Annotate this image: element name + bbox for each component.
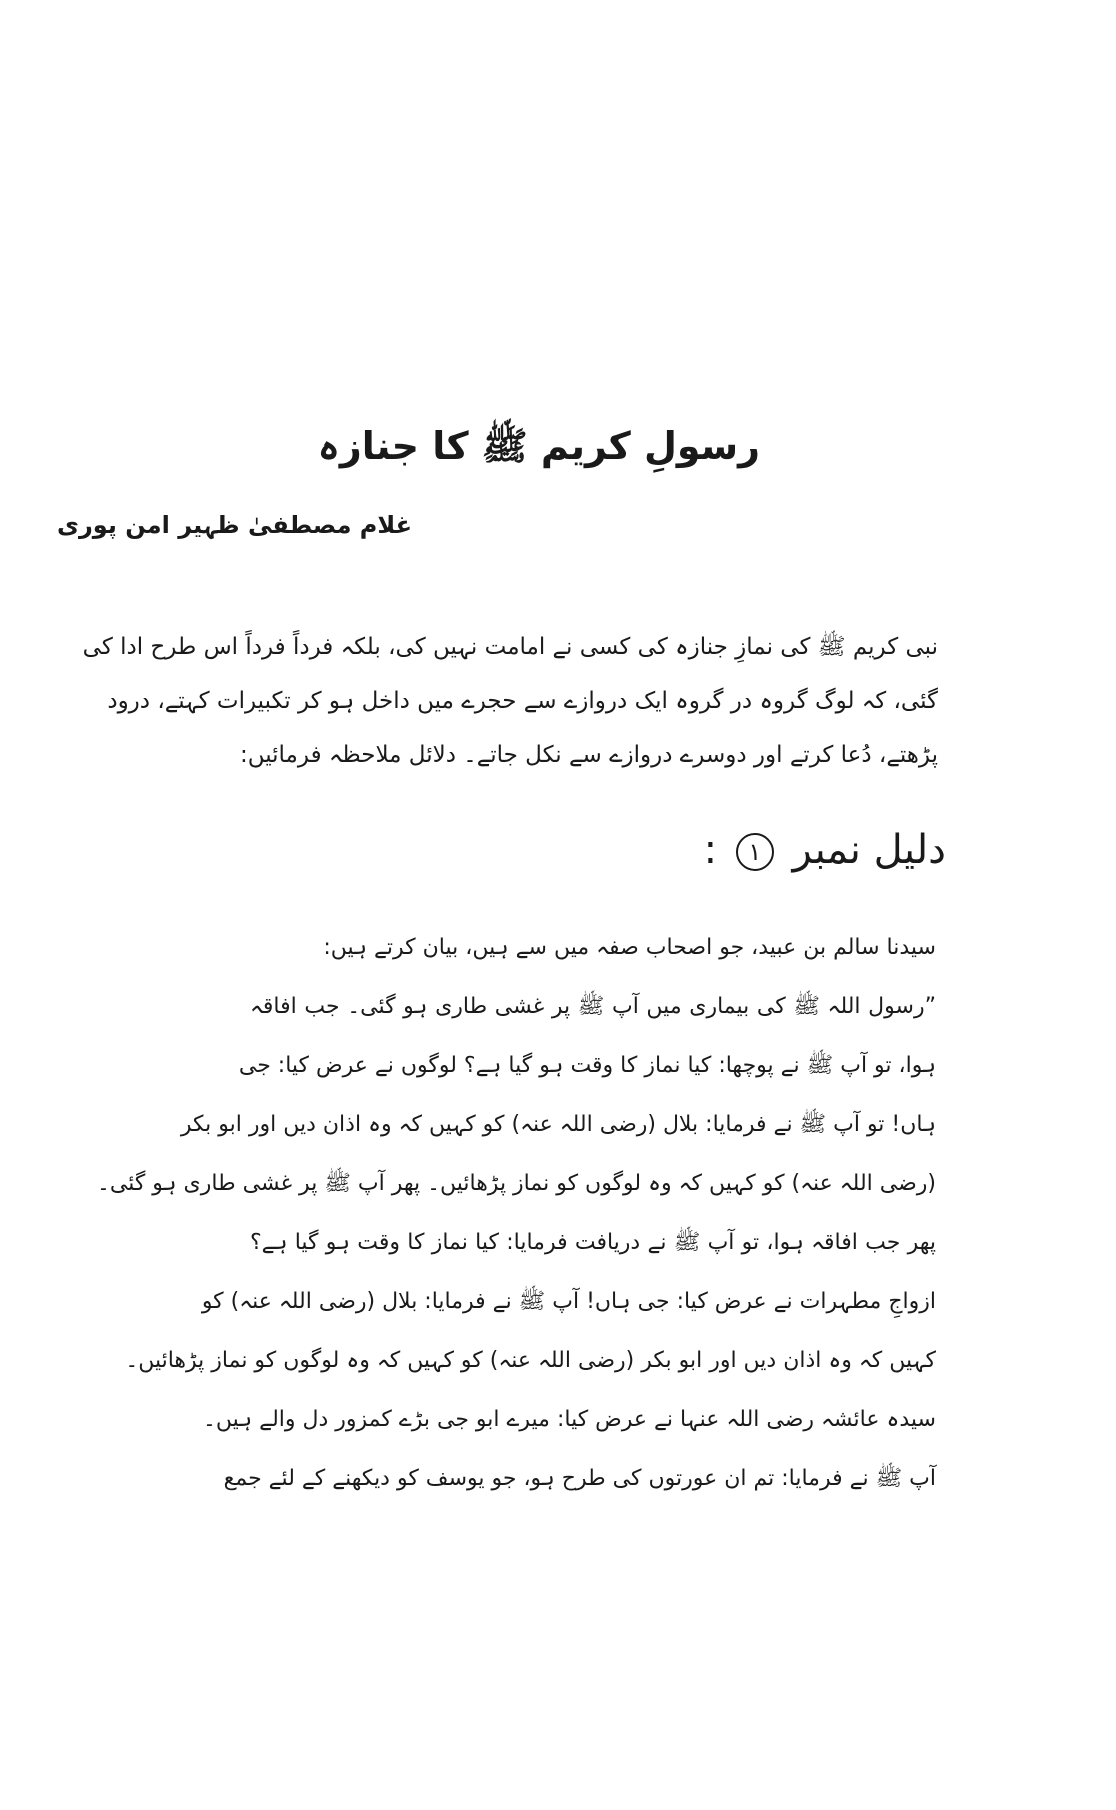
paragraph-line: ہوا، تو آپ ﷺ نے پوچھا: کیا نماز کا وقت ہو گیا ہے؟ لوگوں نے عرض کیا: جی [238,1053,936,1078]
paragraph-line: نبی کریم ﷺ کی نمازِ جنازہ کی کسی نے امامت نہیں کی، بلکہ فرداً فرداً اس طرح ادا کی [82,634,938,660]
paragraph-line: آپ ﷺ نے فرمایا: تم ان عورتوں کی طرح ہو، جو یوسف کو دیکھنے کے لئے جمع [223,1466,936,1491]
paragraph-line: پڑھتے، دُعا کرتے اور دوسرے دروازے سے نکل جاتے۔ دلائل ملاحظہ فرمائیں: [239,742,938,768]
paragraph-line: ”رسول اللہ ﷺ کی بیماری میں آپ ﷺ پر غشی طاری ہو گئی۔ جب افاقہ [250,994,936,1019]
heading-colon: : [703,827,718,873]
page-title: رسولِ کریم ﷺ کا جنازہ [317,424,760,468]
author-name: غلام مصطفیٰ ظہیر امن پوری [56,511,412,539]
intro-paragraph [82,620,938,782]
paragraph-line: پھر جب افاقہ ہوا، تو آپ ﷺ نے دریافت فرمایا: کیا نماز کا وقت ہو گیا ہے؟ [250,1230,936,1255]
paragraph-line: (رضی اللہ عنہ) کو کہیں کہ وہ لوگوں کو نماز پڑھائیں۔ پھر آپ ﷺ پر غشی طاری ہو گئی۔ [96,1171,936,1196]
circled-number: ١ [736,833,774,871]
paragraph-line: ہاں! تو آپ ﷺ نے فرمایا: بلال (رضی اللہ عنہ) کو کہیں کہ وہ اذان دیں اور ابو بکر [180,1112,936,1137]
section-heading [700,820,946,880]
paragraph-line: سیدہ عائشہ رضی اللہ عنہا نے عرض کیا: میرے ابو جی بڑے کمزور دل والے ہیں۔ [203,1407,936,1432]
section-heading-label: دلیل نمبر [792,827,946,873]
paragraph-line: کہیں کہ وہ اذان دیں اور ابو بکر (رضی اللہ عنہ) کو کہیں کہ وہ لوگوں کو نماز پڑھائیں۔ [125,1348,936,1373]
paragraph-line: ازواجِ مطہرات نے عرض کیا: جی ہاں! آپ ﷺ نے فرمایا: بلال (رضی اللہ عنہ) کو [201,1289,936,1314]
paragraph-line: سیدنا سالم بن عبید، جو اصحاب صفہ میں سے ہیں، بیان کرتے ہیں: [323,935,936,960]
paragraph-line: گئی، کہ لوگ گروہ در گروہ ایک دروازے سے حجرے میں داخل ہو کر تکبیرات کہتے، درود [107,688,938,714]
hadith-paragraph [96,918,936,1508]
